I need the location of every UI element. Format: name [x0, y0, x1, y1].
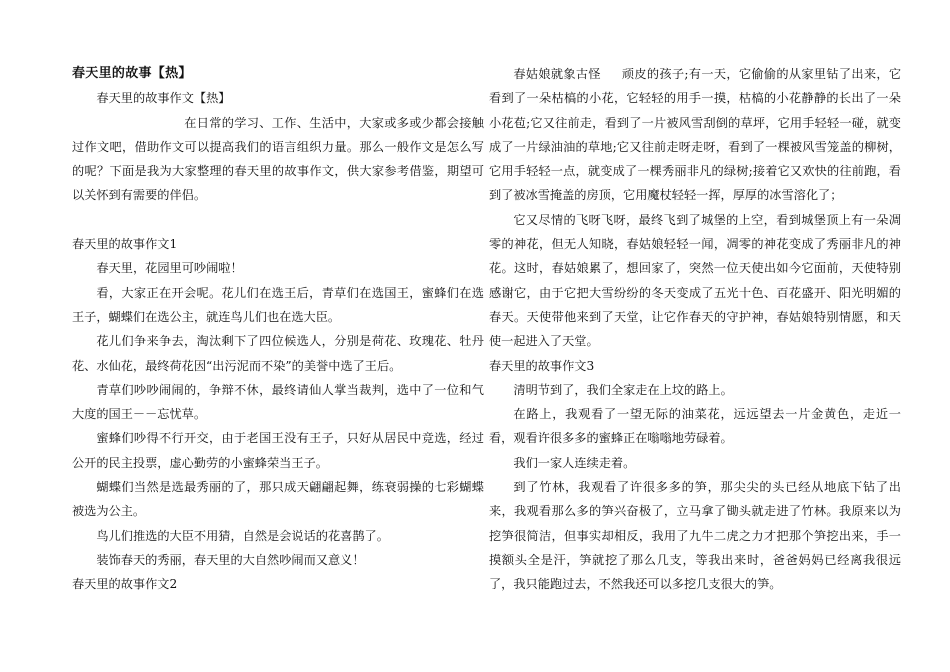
- blank-line: [72, 208, 484, 232]
- section-heading-3: 春天里的故事作文3: [489, 358, 595, 373]
- left-column: [72, 62, 484, 597]
- document-title: 春天里的故事【热】: [72, 66, 192, 81]
- paragraph: 蜜蜂们吵得不行开交，由于老国王没有王子，只好从居民中竞选，经过公开的民主投票，虚心勤劳的小蜜蜂荣当王子。: [72, 431, 484, 470]
- paragraph: 我们一家人连续走着。: [513, 455, 636, 470]
- paragraph-rest: 顽皮的孩子;有一天，它偷偷的从家里钻了出来，它看到了一朵枯槁的小花，它轻轻的用手一摸，枯槁的小花静静的长出了一朵小花苞;它又往前走，看到了一片被风雪刮倒的草坪，它用手轻轻一碰，就变成了一片绿油油的草地;它又往前走呀走呀，看到了一棵被风雪笼盖的柳树，它用手轻轻一点，就变成了一棵秀丽非凡的绿树;接着它又欢快的往前跑，看到了被冰雪掩盖的房顶，它用魔杖轻轻一挥，厚厚的冰雪溶化了；: [489, 67, 902, 203]
- right-column: [489, 62, 901, 597]
- paragraph: 鸟儿们推选的大臣不用猜，自然是会说话的花喜鹊了。: [96, 528, 389, 543]
- paragraph: 花儿们争来争去，淘汰剩下了四位候选人，分别是荷花、玫瑰花、牡丹花、水仙花，最终荷花因“出污泥而不染”的美誉中选了王后。: [72, 334, 484, 373]
- section-heading-2: 春天里的故事作文2: [72, 577, 178, 592]
- intro-paragraph: 在日常的学习、工作、生活中，大家或多或少都会接触过作文吧，借助作文可以提高我们的语言组织力量。那么一般作文是怎么写的呢？下面是我为大家整理的春天里的故事作文，供大家参考借鉴，期望可以关怀到有需要的伴侣。: [72, 115, 484, 203]
- paragraph: 看，大家正在开会呢。花儿们在选王后，青草们在选国王，蜜蜂们在选王子，蝴蝶们在选公主，就连鸟儿们也在选大臣。: [72, 285, 484, 324]
- paragraph: [489, 62, 901, 208]
- paragraph: 到了竹林，我观看了许很多多的笋，那尖尖的头已经从地底下钻了出来，我观看那么多的笋兴奋极了，立马拿了锄头就走进了竹林。我原来以为挖笋很简洁，但事实却相反，我用了九牛二虎之力才把那个笋挖出来，手一摸额头全是汗，笋就挖了那么几支，等我出来时，爸爸妈妈已经离我很远了，我只能跑过去，不然我还可以多挖几支很大的笋。: [489, 480, 901, 592]
- paragraph: 在路上，我观看了一望无际的油菜花，远远望去一片金黄色，走近一看，观看许很多多的蜜蜂正在嗡嗡地劳碌着。: [489, 407, 901, 446]
- paragraph: 青草们吵吵闹闹的，争辩不休，最终请仙人掌当裁判，选中了一位和气大度的国王－－忘忧草。: [72, 382, 484, 422]
- paragraph: 清明节到了，我们全家走在上坟的路上。: [513, 382, 733, 397]
- paragraph: 装饰春天的秀丽，春天里的大自然吵闹而又意义！: [96, 552, 365, 567]
- document-subtitle: 春天里的故事作文【热】: [96, 91, 231, 106]
- paragraph: 春天里，花园里可吵闹啦！: [96, 261, 243, 276]
- section-heading-1: 春天里的故事作文1: [72, 237, 178, 252]
- paragraph: 它又尽情的飞呀飞呀，最终飞到了城堡的上空，看到城堡顶上有一朵凋零的神花，但无人知晓，春姑娘轻轻一闻，凋零的神花变成了秀丽非凡的神花。这时，春姑娘累了，想回家了，突然一位天使出如今它面前，天使特别感谢它，由于它把大雪纷纷的冬天变成了五光十色、百花盛开、阳光明媚的春天。天使带他来到了天堂，让它作春天的守护神，春姑娘特别情愿，和天使一起进入了天堂。: [489, 212, 901, 349]
- paragraph-head: 春姑娘就象古怪: [513, 67, 601, 81]
- paragraph: 蝴蝶们当然是选最秀丽的了，那只成天翩翩起舞，练衰弱操的七彩蝴蝶被选为公主。: [72, 480, 484, 519]
